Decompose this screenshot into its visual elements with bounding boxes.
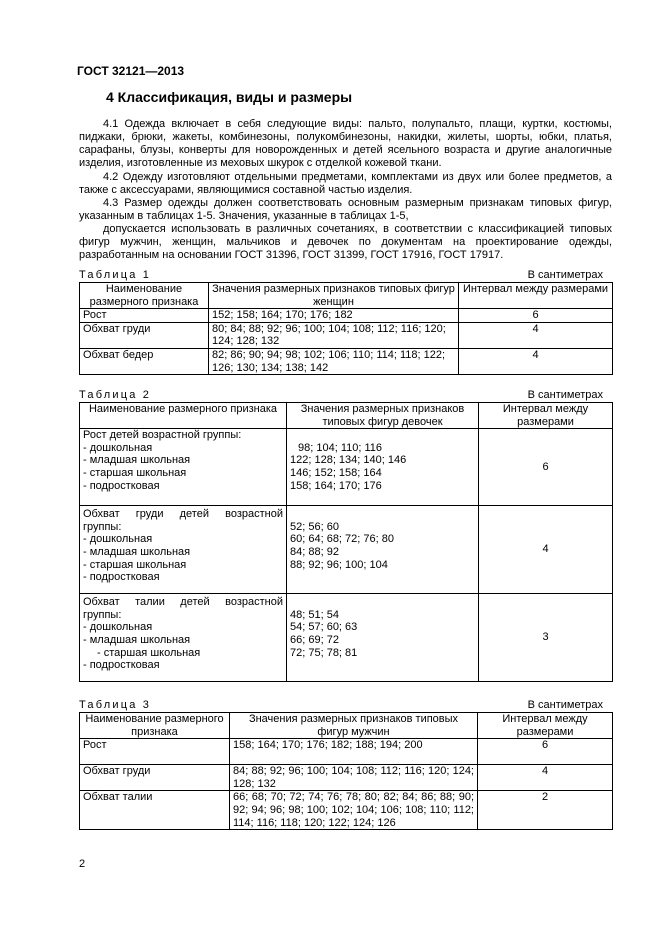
paragraph-4-3-cont: допускается использовать в различных сочетаниях, в соответствии с классификацией типовых фигур мужчин, женщин, мальчиков и девочек по документам на проектирование одежды, разработанным на основании ГОСТ 31396, ГОСТ 31399, ГОСТ 17916, ГОСТ 17917.	[79, 223, 612, 262]
table1-col-interval: Интервал между размерами	[459, 283, 613, 309]
table-cell: 84; 88; 92; 96; 100; 104; 108; 112; 116; 120; 124; 128; 132	[230, 765, 478, 791]
table3-caption: Таблица 3	[79, 699, 152, 711]
group-value: 122; 128; 134; 140; 146	[290, 454, 407, 467]
table-cell: 80; 84; 88; 92; 96; 100; 104; 108; 112; 116; 120; 124; 128; 132	[209, 322, 459, 348]
table2-col-values: Значения размерных признаков типовых фигур девочек	[287, 403, 479, 429]
table-cell: 158; 164; 170; 176; 182; 188; 194; 200	[230, 739, 478, 765]
table-row	[80, 429, 613, 506]
group-value: 72; 75; 78; 81	[290, 646, 358, 659]
table2-col-name: Наименование размерного признака	[80, 403, 287, 429]
group-value: 88; 92; 96; 100; 104	[290, 558, 388, 571]
table1-units: В сантиметрах	[527, 269, 603, 281]
table-cell: Обхват бедер	[80, 348, 209, 374]
table-cell: 152; 158; 164; 170; 176; 182	[209, 309, 459, 323]
group-item: - дошкольная	[83, 533, 153, 546]
paragraph-4-1: 4.1 Одежда включает в себя следующие виды: пальто, полупальто, плащи, куртки, костюмы, пиджаки, брюки, жакеты, комбинезоны, полукомбинезоны, накидки, жилеты, шорты, юбки, платья, сарафаны, блузы, конверты для новорожденных и детей ясельного возраста и другие аналогичные изделия, изготовленные из меховых шкурок с отделкой кожевой ткани.	[79, 118, 612, 170]
table-cell: 3	[479, 594, 613, 682]
table-cell	[80, 429, 287, 506]
group-title: Рост детей возрастной группы:	[83, 429, 242, 442]
table-row	[80, 791, 613, 830]
group-value: 48; 51; 54	[290, 608, 339, 621]
table-cell: 66; 68; 70; 72; 74; 76; 78; 80; 82; 84; 86; 88; 90; 92; 94; 96; 98; 100; 102; 104; 106; 108; 110; 112; 114; 116; 118; 120; 122; 124; 126	[230, 791, 478, 830]
table-cell: 82; 86; 90; 94; 98; 102; 106; 110; 114; 118; 122; 126; 130; 134; 138; 142	[209, 348, 459, 374]
group-item: - младшая школьная	[83, 454, 191, 467]
table1-header-row	[80, 283, 613, 309]
table-row	[80, 506, 613, 594]
table-cell	[287, 506, 479, 594]
table-cell: 4	[478, 765, 613, 791]
table-cell	[287, 429, 479, 506]
table-row	[80, 739, 613, 765]
table-cell: 4	[459, 348, 613, 374]
group-value: 158; 164; 170; 176	[290, 479, 382, 492]
group-value: 146; 152; 158; 164	[290, 466, 382, 479]
group-item: - подростковая	[83, 479, 160, 492]
table-cell	[80, 594, 287, 682]
table-cell: Обхват груди	[80, 765, 230, 791]
group-item: - старшая школьная	[83, 466, 187, 479]
table2	[79, 402, 613, 682]
group-value: 60; 64; 68; 72; 76; 80	[290, 533, 394, 546]
table-row	[80, 765, 613, 791]
table3-col-values: Значения размерных признаков типовых фигур мужчин	[230, 713, 478, 739]
group-item: - младшая школьная	[83, 545, 191, 558]
table1-col-values: Значения размерных признаков типовых фигур женщин	[209, 283, 459, 309]
group-item: - старшая школьная	[83, 558, 187, 571]
group-item: - дошкольная	[83, 621, 153, 634]
group-value: 52; 56; 60	[290, 520, 339, 533]
table-cell: 4	[479, 506, 613, 594]
group-title: Обхват талии детей возрастной группы:	[83, 596, 283, 621]
group-title: Обхват груди детей возрастной группы:	[83, 508, 283, 533]
table-cell	[287, 594, 479, 682]
table3-col-name: Наименование размерного признака	[80, 713, 230, 739]
group-item: - дошкольная	[83, 441, 153, 454]
table-cell: 6	[479, 429, 613, 506]
table3-header-row	[80, 713, 613, 739]
group-item: - подростковая	[83, 571, 160, 584]
table1-col-name: Наименование размерного признака	[80, 283, 209, 309]
table-cell: Рост	[80, 309, 209, 323]
table-cell: 6	[478, 739, 613, 765]
section-title: 4 Классификация, виды и размеры	[106, 89, 353, 105]
group-value: 98; 104; 110; 116	[298, 441, 382, 454]
table-cell: 2	[478, 791, 613, 830]
table-cell: Обхват груди	[80, 322, 209, 348]
paragraph-4-2: 4.2 Одежду изготовляют отдельными предметами, комплектами из двух или более предметов, а также с аксессуарами, являющимися составной частью изделия.	[79, 171, 612, 197]
table2-caption: Таблица 2	[79, 389, 152, 401]
table1	[79, 282, 613, 375]
page-number: 2	[79, 858, 86, 870]
group-value: 84; 88; 92	[290, 545, 339, 558]
table-row	[80, 594, 613, 682]
table3	[79, 712, 613, 830]
table3-units: В сантиметрах	[527, 699, 603, 711]
group-item: - подростковая	[83, 659, 160, 672]
group-value: 54; 57; 60; 63	[290, 621, 358, 634]
group-item: - старшая школьная	[97, 646, 201, 659]
table-cell: Обхват талии	[80, 791, 230, 830]
table-row	[80, 348, 613, 374]
document-header: ГОСТ 32121—2013	[77, 64, 185, 78]
group-value: 66; 69; 72	[290, 633, 339, 646]
table2-col-interval: Интервал между размерами	[479, 403, 613, 429]
table-row	[80, 322, 613, 348]
table1-caption: Таблица 1	[79, 269, 152, 281]
group-item: - младшая школьная	[83, 633, 191, 646]
table2-header-row	[80, 403, 613, 429]
table-cell: 4	[459, 322, 613, 348]
table-row	[80, 309, 613, 323]
table2-units: В сантиметрах	[527, 389, 603, 401]
table-cell: 6	[459, 309, 613, 323]
paragraph-4-3: 4.3 Размер одежды должен соответствовать основным размерным признакам типовых фигур, указанным в таблицах 1-5. Значения, указанные в таблицах 1-5,	[79, 197, 612, 223]
table3-col-interval: Интервал между размерами	[478, 713, 613, 739]
table-cell: Рост	[80, 739, 230, 765]
table-cell	[80, 506, 287, 594]
